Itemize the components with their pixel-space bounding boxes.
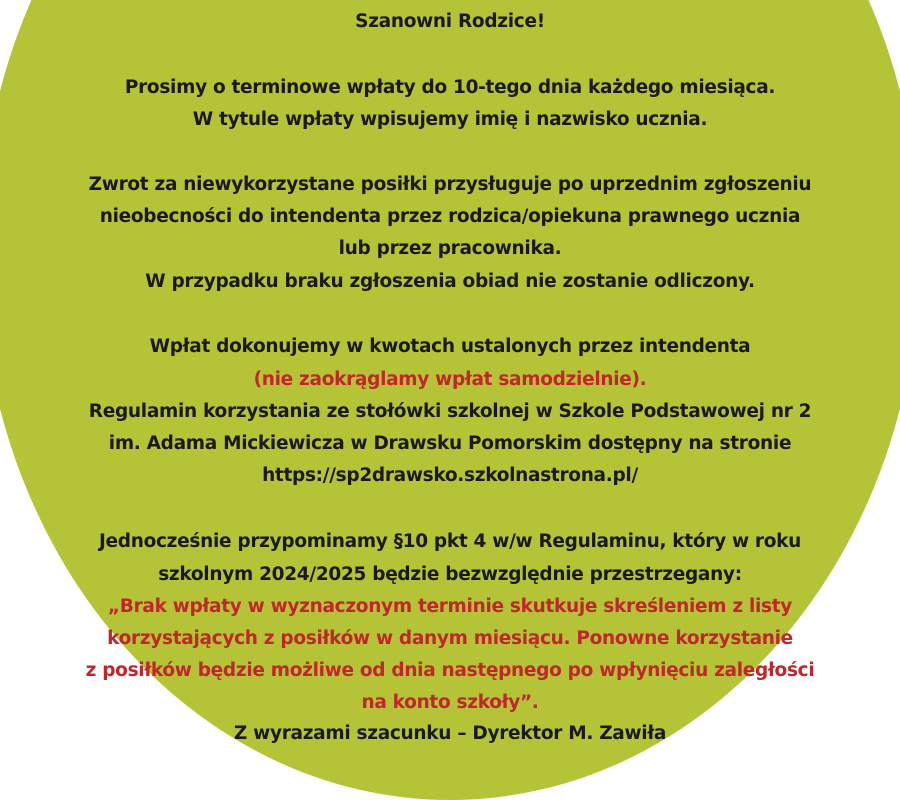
signature: Z wyrazami szacunku – Dyrektor M. Zawiła	[233, 723, 667, 744]
payment-title-text: W tytule wpłaty wpisujemy imię i nazwisko ucznia.	[192, 109, 708, 130]
reminder-text-line-1: Jednocześnie przypominamy §10 pkt 4 w/w Regulaminu, który w roku	[98, 531, 802, 552]
amount-text: Wpłat dokonujemy w kwotach ustalonych przez intendenta	[149, 336, 751, 357]
regulation-quote-line-4: na konto szkoły”.	[361, 692, 539, 713]
school-website-url: https://sp2drawsko.szkolnastrona.pl/	[262, 465, 638, 486]
regulation-quote-line-3: z posiłków będzie możliwe od dnia następnego po wpłynięciu zaległości	[85, 660, 815, 681]
rules-text-line-2: im. Adama Mickiewicza w Drawsku Pomorskim dostępny na stronie	[108, 433, 792, 454]
reminder-text-line-2: szkolnym 2024/2025 będzie bezwzględnie przestrzegany:	[158, 564, 742, 585]
regulation-quote-line-2: korzystających z posiłków w danym miesiącu. Ponowne korzystanie	[107, 628, 793, 649]
greeting: Szanowni Rodzice!	[355, 11, 545, 32]
refund-text-line-3: lub przez pracownika.	[338, 238, 562, 259]
regulation-quote-line-1: „Brak wpłaty w wyznaczonym terminie skutkuje skreśleniem z listy	[107, 596, 793, 617]
refund-text-line-2: nieobecności do intendenta przez rodzica/opiekuna prawnego ucznia	[99, 206, 801, 227]
no-notice-text: W przypadku braku zgłoszenia obiad nie zostanie odliczony.	[145, 271, 755, 292]
rules-text-line-1: Regulamin korzystania ze stołówki szkolnej w Szkole Podstawowej nr 2	[88, 401, 812, 422]
no-rounding-note: (nie zaokrąglamy wpłat samodzielnie).	[253, 369, 647, 390]
payment-deadline-text: Prosimy o terminowe wpłaty do 10-tego dnia każdego miesiąca.	[124, 77, 776, 98]
refund-text-line-1: Zwrot za niewykorzystane posiłki przysługuje po uprzednim zgłoszeniu	[88, 174, 812, 195]
